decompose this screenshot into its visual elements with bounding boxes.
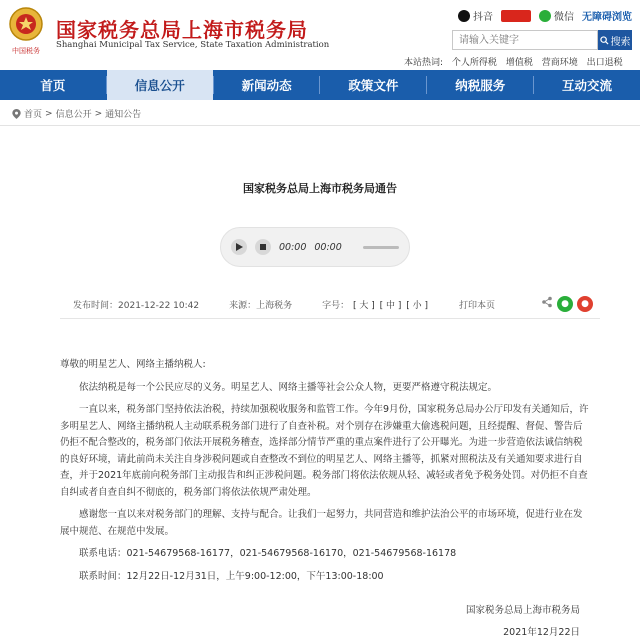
nav-item-home[interactable]: 首页: [40, 78, 66, 93]
audio-player: [220, 227, 410, 267]
site-header: [0, 0, 640, 70]
accessibility-link[interactable]: 无障碍浏览: [582, 12, 632, 23]
contact-phone: 联系电话：021-54679568-16177，021-54679568-16170，021-54679568-16178: [79, 548, 457, 559]
breadcrumb-home[interactable]: 首页: [24, 110, 43, 120]
search-input[interactable]: [452, 30, 598, 50]
volume-slider[interactable]: [363, 246, 399, 249]
paragraph: 依法纳税是每一个公民应尽的义务。明星艺人、网络主播等社会公众人物，更要严格遵守税法规定。: [79, 381, 498, 393]
stop-button[interactable]: [255, 239, 271, 255]
site-subtitle: Shanghai Municipal Tax Service, State Taxation Administration: [56, 40, 330, 50]
share-icon[interactable]: [541, 296, 553, 308]
font-size-large-button[interactable]: [ 大 ]: [353, 300, 375, 311]
tax-emblem-logo[interactable]: [6, 6, 46, 58]
print-button[interactable]: 打印本页: [459, 300, 496, 311]
nav-item-info-disclosure[interactable]: 信息公开: [107, 70, 213, 100]
hotwords-bar: [404, 55, 623, 68]
publish-time-label: 发布时间：: [73, 300, 119, 311]
emblem-caption: 中国税务: [12, 47, 40, 55]
wechat-icon: [539, 10, 551, 22]
wechat-share-icon[interactable]: ●: [557, 296, 573, 312]
paragraph: 感谢您一直以来对税务部门的理解、支持与配合。让我们一起努力，共同营造和维护法治公平的市场环境，促进行业在发展中规范、在规范中发展。: [60, 509, 583, 537]
douyin-link[interactable]: [458, 8, 493, 23]
douyin-icon: [458, 10, 470, 22]
greeting: 尊敬的明星艺人、网络主播纳税人:: [60, 359, 206, 370]
publish-time-value: 2021-12-22 10:42: [118, 300, 200, 311]
font-size-small-button[interactable]: [ 小 ]: [406, 300, 429, 311]
site-title[interactable]: 国家税务总局上海市税务局: [56, 18, 308, 42]
location-pin-icon: [12, 109, 21, 119]
stop-icon: [260, 244, 266, 250]
header-links: [458, 8, 632, 23]
breadcrumb-separator: >: [45, 108, 53, 119]
divider: [60, 318, 600, 319]
total-time: 00:00: [314, 241, 342, 253]
main-nav: [0, 70, 640, 100]
paragraph: 一直以来，税务部门坚持依法治税，持续加强税收服务和监管工作。今年9月份，国家税务总局办公厅印发有关通知后，许多明星艺人、网络主播纳税人主动联系税务部门进行了自查补税。对个别存在涉嫌重大偷逃税问题，且经提醒、督促、警告后仍拒不配合整改的，税务部门依法开展税务稽查，选择部分情节严重的重点案件进行了公开曝光。为进一步营造依法诚信纳税的良好环境，请此前尚未关注自身涉税问题或自查整改不到位的明星艺人、网络主播等，抓紧对照税法及有关通知要求进行自查，并于2021年底前向税务部门主动报告和纠正涉税问题。税务部门将依法依规从轻、减轻或者免予税务处罚。对仍拒不自查自纠或者自查自纠不彻底的，税务部门将依法依规严肃处理。: [60, 404, 589, 498]
play-button[interactable]: [231, 239, 247, 255]
article-body: [60, 357, 590, 591]
current-time: 00:00: [279, 241, 307, 253]
publish-time: [73, 298, 199, 311]
share-buttons: [541, 296, 593, 312]
signature: 国家税务总局上海市税务局: [465, 605, 580, 616]
hotword-item[interactable]: 个人所得税: [451, 58, 497, 68]
article-meta: [73, 296, 593, 312]
wechat-link[interactable]: [539, 8, 574, 23]
divider: [0, 125, 640, 126]
signature-date: 2021年12月22日: [503, 627, 580, 638]
nav-item-tax-service[interactable]: 纳税服务: [455, 78, 506, 93]
weibo-icon[interactable]: [501, 10, 531, 22]
nav-item-policy[interactable]: 政策文件: [348, 78, 399, 93]
source-label: 来源：: [229, 300, 257, 311]
hotword-item[interactable]: 营商环境: [541, 58, 578, 68]
breadcrumb: [12, 107, 141, 120]
search-bar: [452, 30, 632, 50]
source-value: 上海税务: [256, 300, 293, 311]
font-size-medium-button[interactable]: [ 中 ]: [379, 300, 402, 311]
hotword-item[interactable]: 增值税: [505, 58, 533, 68]
hotword-item[interactable]: 出口退税: [586, 58, 623, 68]
font-size-label: 字号：: [322, 300, 350, 311]
breadcrumb-notices[interactable]: 通知公告: [105, 110, 142, 120]
source: [229, 298, 292, 311]
hotwords-label: 本站热词:: [404, 58, 444, 68]
breadcrumb-separator: >: [94, 108, 103, 119]
douyin-label: 抖音: [473, 12, 493, 23]
nav-item-news[interactable]: 新闻动态: [241, 78, 292, 93]
wechat-label: 微信: [554, 12, 574, 23]
search-icon: [600, 36, 609, 45]
font-size-control: [322, 298, 429, 311]
play-icon: [236, 243, 243, 251]
breadcrumb-info[interactable]: 信息公开: [55, 110, 92, 120]
search-button-label: 搜索: [610, 36, 631, 48]
contact-time: 联系时间：12月22日-12月31日，上午9:00-12:00，下午13:00-18:00: [79, 570, 384, 582]
nav-item-interaction[interactable]: 互动交流: [562, 78, 613, 93]
article-title: 国家税务总局上海市税务局通告: [243, 182, 397, 195]
search-button[interactable]: [598, 30, 632, 50]
weibo-share-icon[interactable]: ●: [577, 296, 593, 312]
